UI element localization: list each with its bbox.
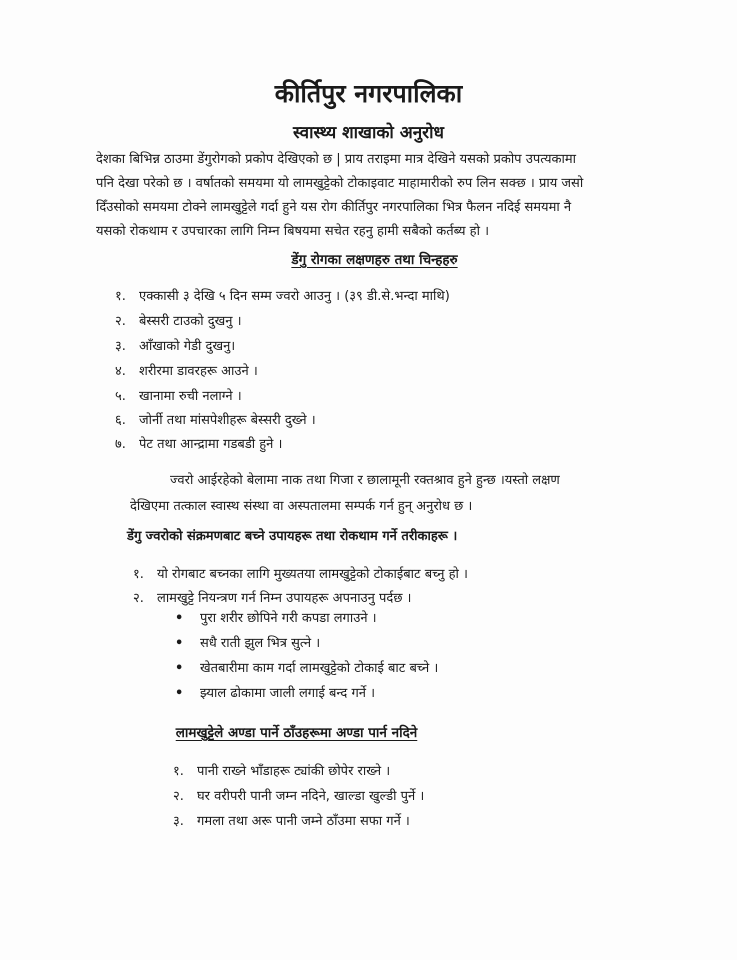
list-item (173, 786, 424, 804)
intro-line: यसको रोकथाम र उपचारका लागि निम्न बिषयमा सचेत रहनु हामी सबैको कर्तब्य हो । (96, 224, 490, 239)
list-item (133, 588, 412, 606)
symptoms-heading: डेंगु रोगका लक्षणहरु तथा चिन्हहरु (291, 252, 458, 268)
list-number: २. (115, 314, 126, 329)
breeding-heading: लामखुट्टेले अण्डा पार्ने ठाँउहरूमा अण्डा पार्न नदिने (175, 725, 418, 741)
bullet-text: सधै राती झुल भित्र सुत्ने । (200, 636, 321, 651)
list-text: गमला तथा अरू पानी जम्ने ठाँउमा सफा गर्ने । (197, 814, 410, 829)
list-item (115, 434, 282, 452)
list-number: ३. (115, 339, 126, 354)
list-item (115, 410, 316, 428)
list-text: पानी राख्ने भाँडाहरू ट्यांकी छोपेर राख्ने । (197, 764, 391, 779)
bullet-text: झ्याल ढोकामा जाली लगाई बन्द गर्ने । (200, 686, 376, 701)
list-text: शरीरमा डावरहरू आउने । (139, 364, 258, 379)
list-item (115, 336, 235, 354)
list-number: ३. (173, 814, 184, 829)
list-number: १. (133, 567, 144, 582)
bullet-dot-icon: • (175, 636, 184, 651)
list-text: जोर्नी तथा मांसपेशीहरू बेस्सरी दुख्ने । (139, 413, 316, 428)
bullet-item (175, 633, 320, 651)
list-item (115, 311, 242, 329)
list-number: २. (173, 789, 184, 804)
list-item (133, 564, 468, 582)
list-item (173, 811, 410, 829)
list-number: ४. (115, 364, 126, 379)
bullet-item (175, 608, 377, 626)
paragraph-line: देखिएमा तत्काल स्वास्थ संस्था वा अस्पतालमा सम्पर्क गर्न हुन् अनुरोध छ । (130, 499, 473, 514)
bullet-item (175, 683, 375, 701)
list-text: खानामा रुची नलाग्ने । (139, 389, 242, 404)
list-item (115, 286, 450, 304)
list-number: ७. (115, 437, 126, 452)
list-number: १. (173, 764, 184, 779)
bullet-item (175, 658, 438, 676)
intro-line: देशका बिभिन्न ठाउमा डेंगुरोगको प्रकोप देखिएको छ | प्राय तराइमा मात्र देखिने यसको प्रकोप उपत्यकामा (96, 152, 577, 167)
list-number: ५. (115, 389, 126, 404)
list-number: २. (133, 591, 144, 606)
intro-paragraph (96, 148, 696, 244)
list-number: १. (115, 289, 126, 304)
intro-line: पनि देखा परेको छ । वर्षातको समयमा यो लामखुट्टेको टोकाइवाट माहामारीको रुप लिन सक्छ । प्राय जसो (96, 176, 584, 191)
bullet-text: खेतबारीमा काम गर्दा लामखुट्टेको टोकाई बाट बच्ने । (200, 661, 439, 676)
list-text: एक्कासी ३ देखि ५ दिन सम्म ज्वरो आउनु । (३९ डी.से.भन्दा माथि) (139, 289, 450, 304)
warning-paragraph (130, 468, 670, 520)
list-item (173, 761, 390, 779)
paragraph-line: ज्वरो आईरहेको बेलामा नाक तथा गिजा र छालामूनी रक्तश्राव हुने हुन्छ ।यस्तो लक्षण (170, 473, 560, 488)
intro-line: दिँउसोको समयमा टोक्ने लामखुट्टेले गर्दा हुने यस रोग कीर्तिपुर नगरपालिका भित्र फैलन नदिई समयमा नै (96, 200, 572, 215)
list-number: ६. (115, 413, 126, 428)
bullet-dot-icon: • (175, 611, 184, 626)
page-subtitle: स्वास्थ्य शाखाको अनुरोध (293, 123, 444, 143)
list-text: यो रोगबाट बच्नका लागि मुख्यतया लामखुट्टेको टोकाईबाट बच्नु हो । (157, 567, 468, 582)
list-text: लामखुट्टे नियन्त्रण गर्न निम्न उपायहरू अपनाउनु पर्दछ । (157, 591, 412, 606)
bullet-dot-icon: • (175, 661, 184, 676)
prevention-heading: डेंगु ज्वरोको संक्रमणबाट बच्ने उपायहरू तथा रोकथाम गर्ने तरीकाहरू । (127, 529, 458, 544)
list-text: पेट तथा आन्द्रामा गडबडी हुने । (139, 437, 283, 452)
list-text: बेस्सरी टाउको दुखनु । (139, 314, 242, 329)
list-item (115, 386, 242, 404)
list-text: आँखाको गेडी दुखनु। (139, 339, 236, 354)
list-item (115, 361, 258, 379)
page-title: कीर्तिपुर नगरपालिका (274, 79, 463, 108)
list-text: घर वरीपरी पानी जम्न नदिने, खाल्डा खुल्डी पुर्ने । (197, 789, 425, 804)
bullet-dot-icon: • (175, 686, 184, 701)
bullet-text: पुरा शरीर छोपिने गरी कपडा लगाउने । (200, 611, 377, 626)
